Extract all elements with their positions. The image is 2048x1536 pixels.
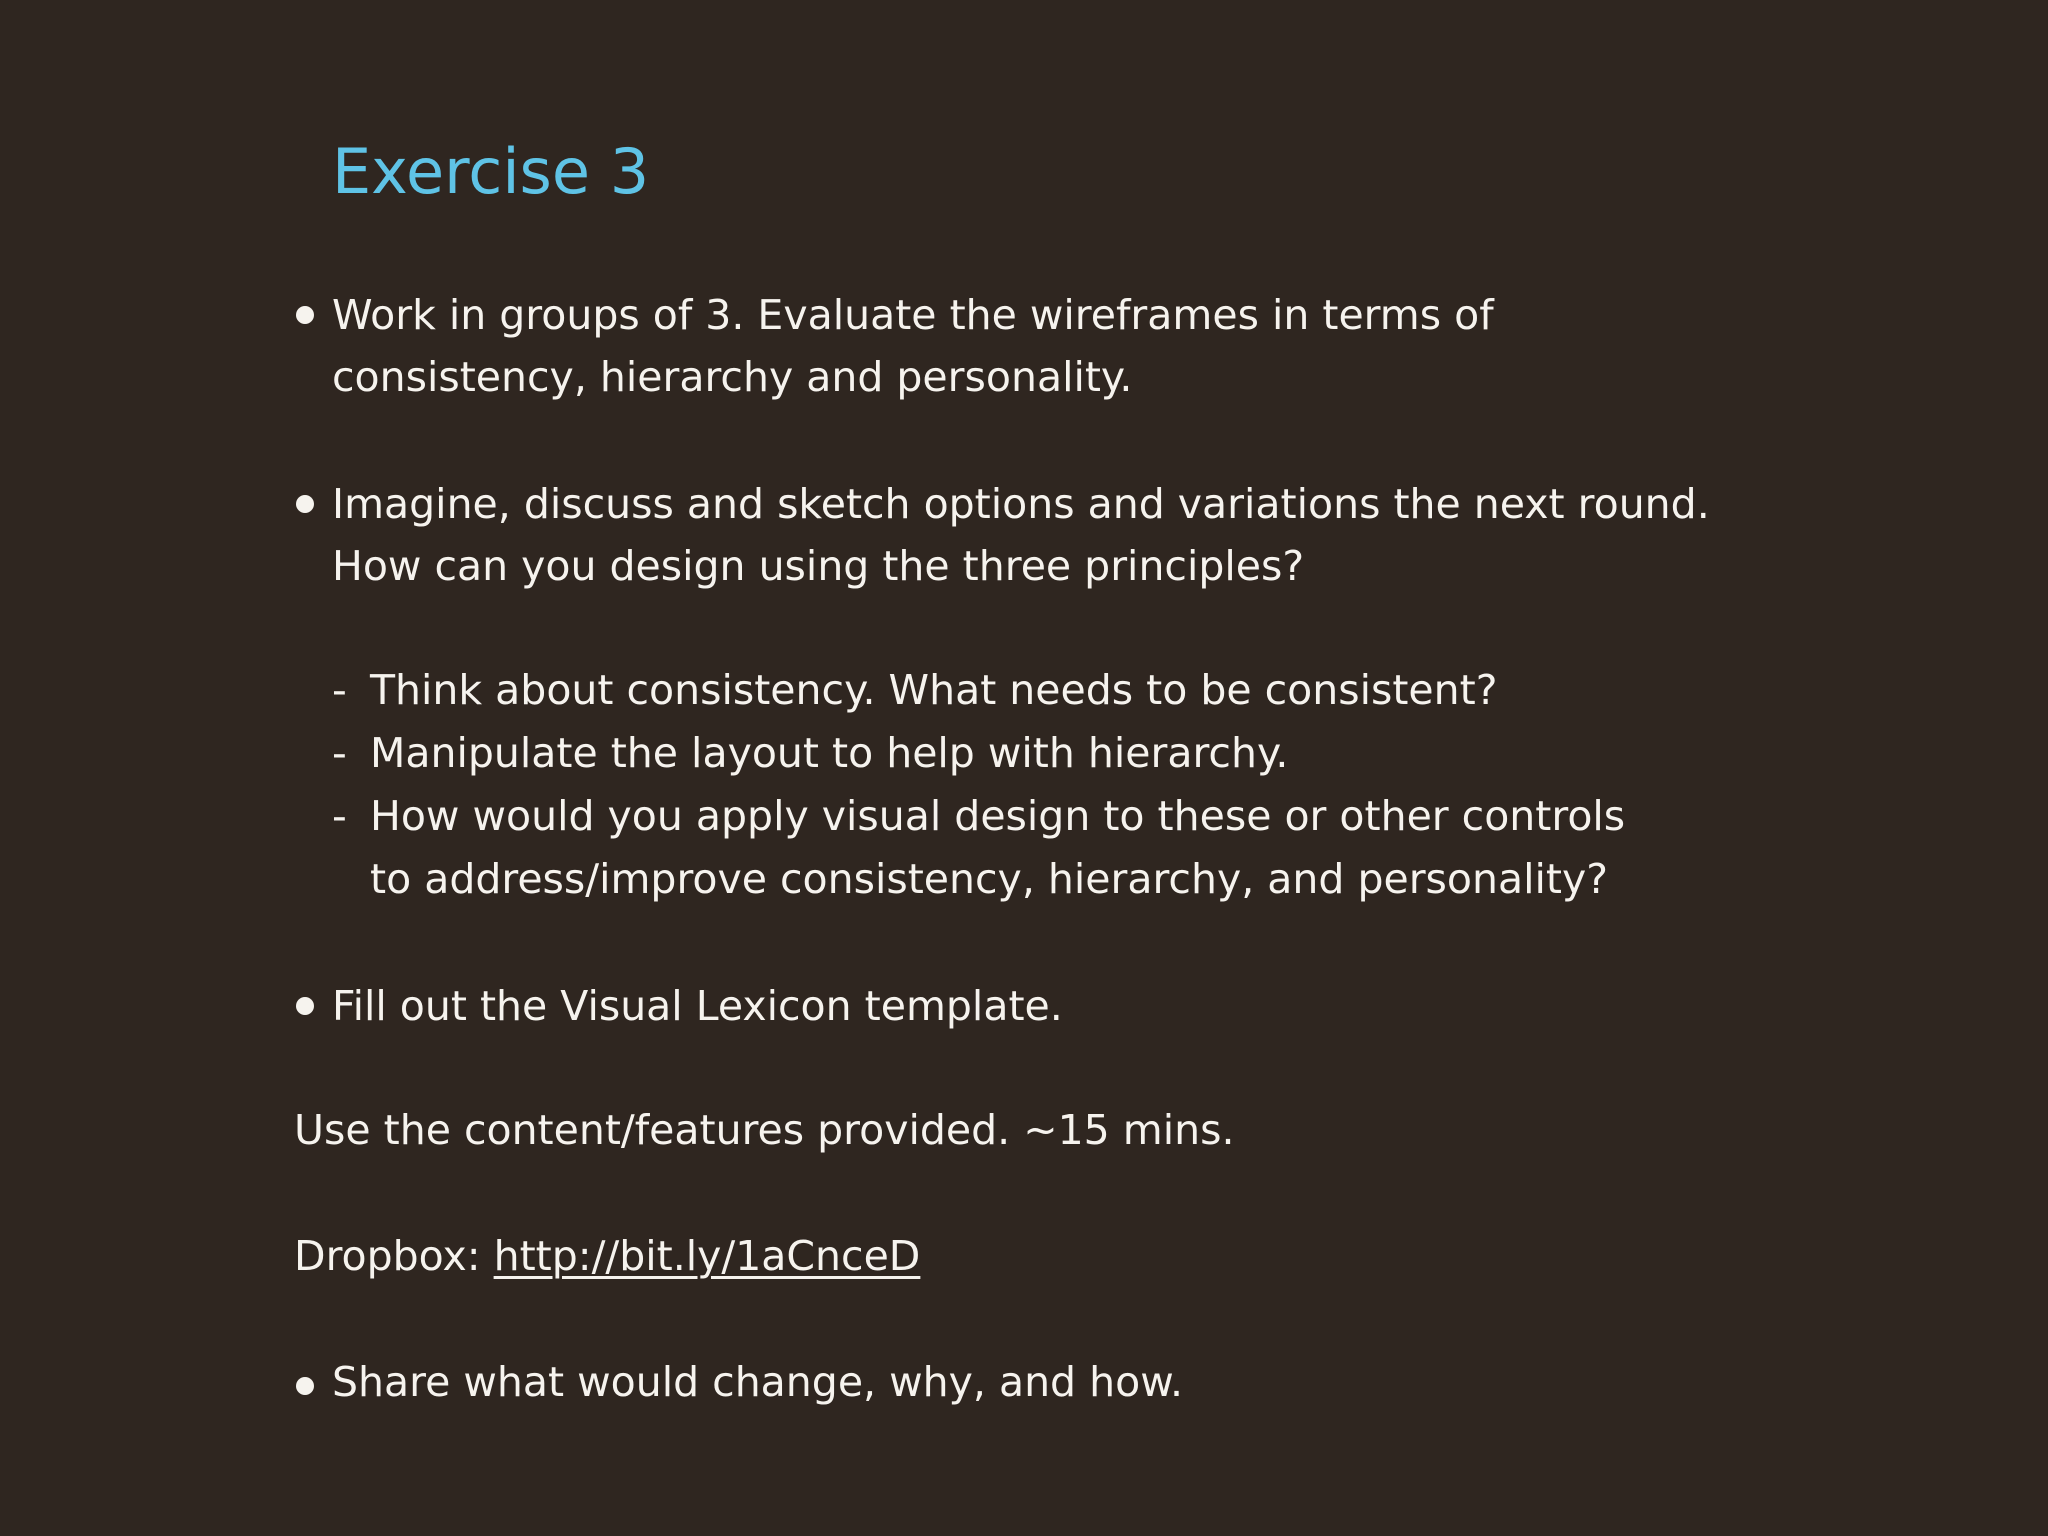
bullet-dot bbox=[296, 306, 314, 324]
bullet-1-line-2: consistency, hierarchy and personality. bbox=[332, 353, 1133, 401]
sub-item-dash: - bbox=[332, 729, 347, 777]
dropbox-line bbox=[294, 1230, 920, 1282]
dropbox-link[interactable]: http://bit.ly/1aCnceD bbox=[493, 1232, 921, 1280]
dropbox-label: Dropbox: bbox=[294, 1232, 494, 1280]
bullet-dot bbox=[296, 1377, 314, 1395]
bullet-2-line-2: How can you design using the three principles? bbox=[332, 542, 1305, 590]
bullet-1-line-1: Work in groups of 3. Evaluate the wireframes in terms of bbox=[332, 291, 1494, 339]
bullet-2-line-1: Imagine, discuss and sketch options and variations the next round. bbox=[332, 480, 1710, 528]
sub-item-3-line-2: to address/improve consistency, hierarchy, and personality? bbox=[370, 855, 1608, 903]
bullet-dot bbox=[296, 997, 314, 1015]
sub-item-1: Think about consistency. What needs to be consistent? bbox=[370, 666, 1498, 714]
sub-item-2: Manipulate the layout to help with hierarchy. bbox=[370, 729, 1289, 777]
slide-title: Exercise 3 bbox=[332, 135, 650, 208]
bullet-3: Fill out the Visual Lexicon template. bbox=[332, 982, 1063, 1030]
sub-item-dash: - bbox=[332, 792, 347, 840]
sub-item-dash: - bbox=[332, 666, 347, 714]
sub-item-3-line-1: How would you apply visual design to these or other controls bbox=[370, 792, 1626, 840]
bullet-dot bbox=[296, 495, 314, 513]
bullet-4: Share what would change, why, and how. bbox=[332, 1358, 1183, 1406]
duration-note: Use the content/features provided. ~15 mins. bbox=[294, 1106, 1235, 1154]
